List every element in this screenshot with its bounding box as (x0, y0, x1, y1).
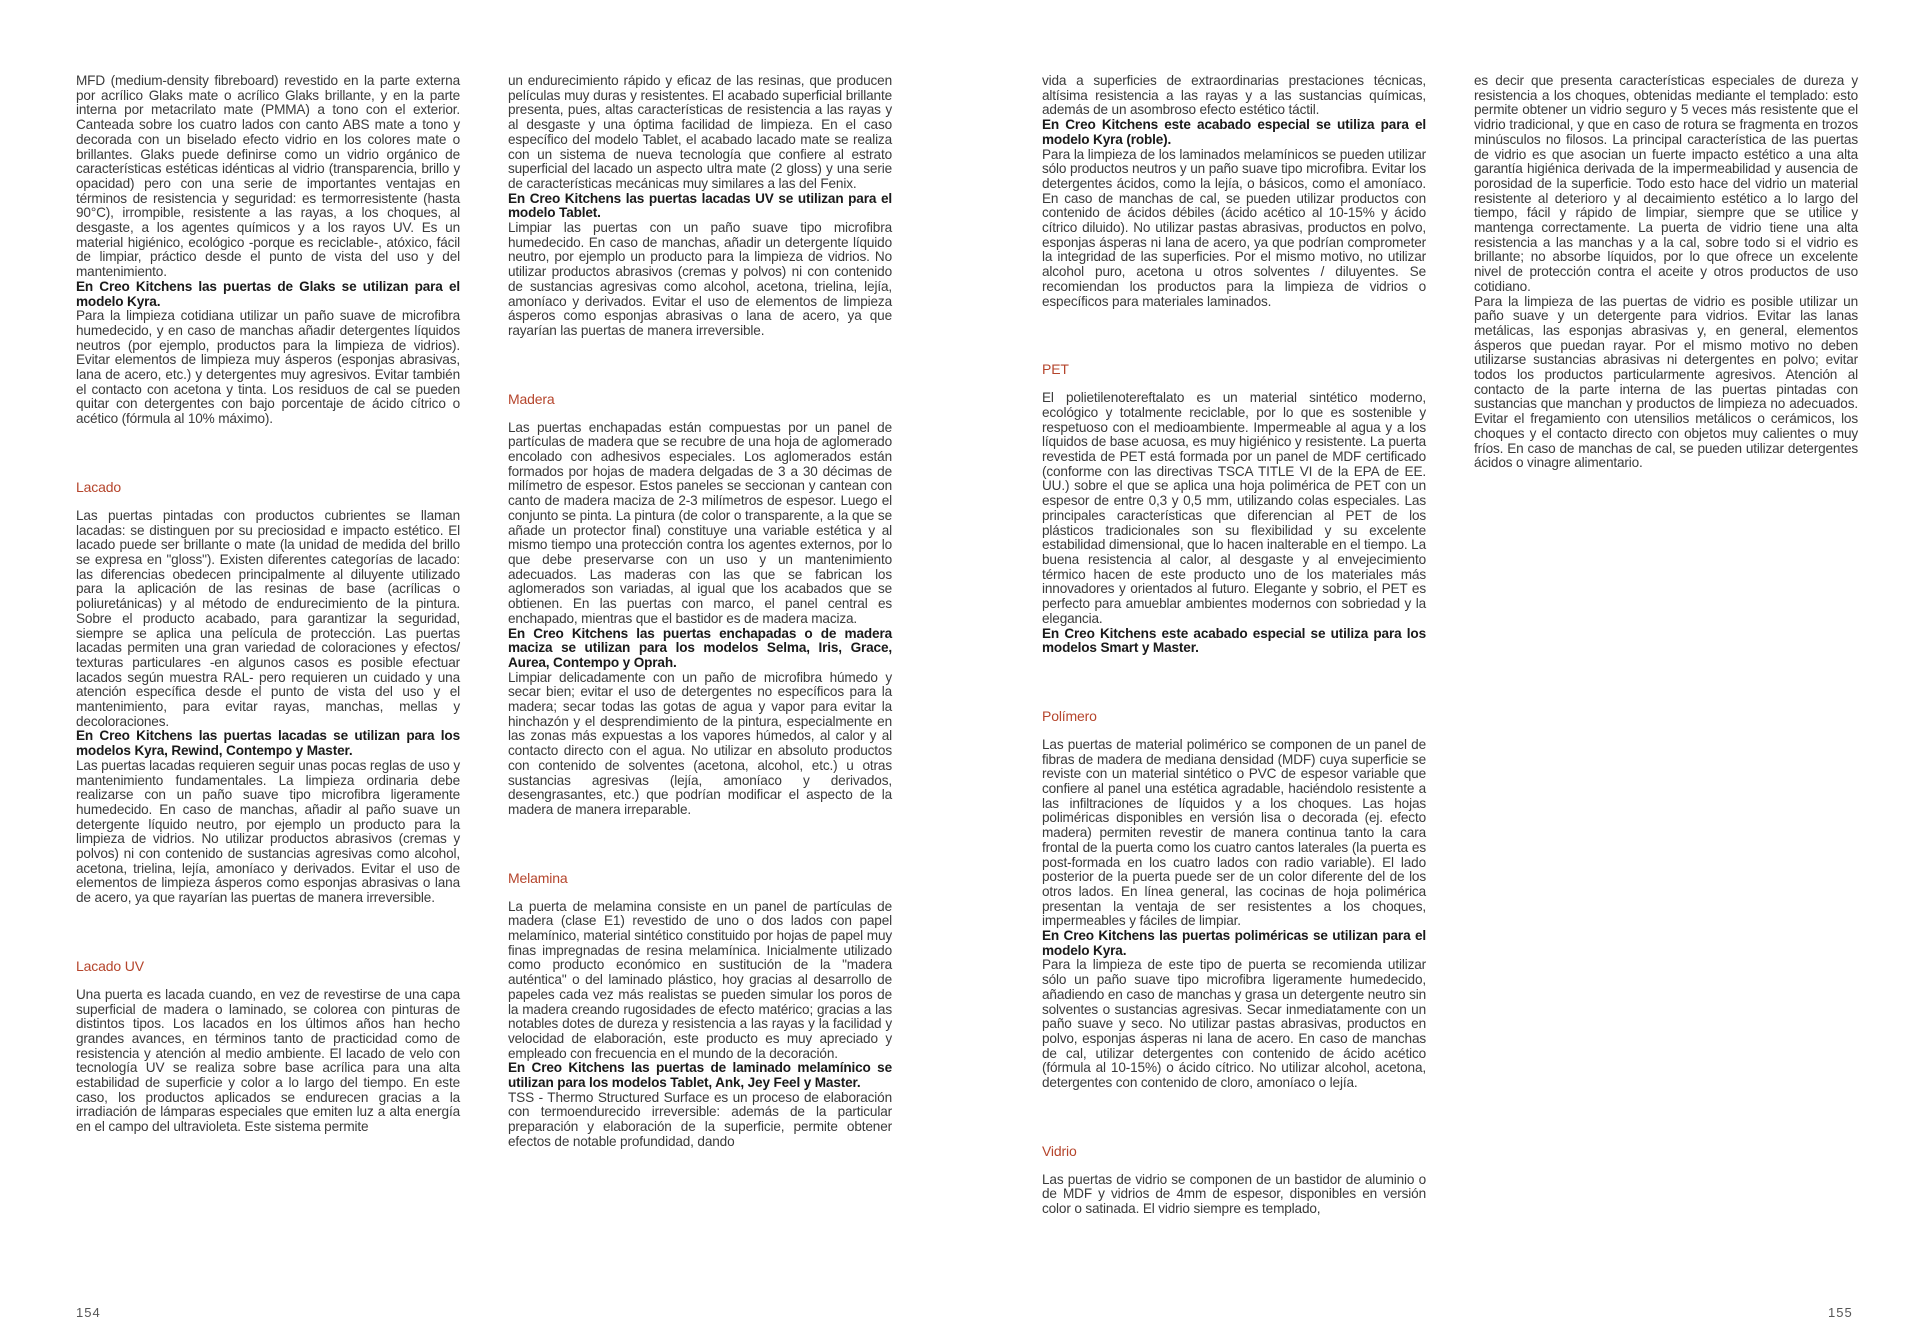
tss-usage-note: En Creo Kitchens este acabado especial se utiliza para el modelo Kyra (roble). (1042, 117, 1426, 147)
vidrio-description: Las puertas de vidrio se componen de un bastidor de aluminio o de MDF y vidrios de 4mm de espesor, disponibles en versión color o satinada. El vidrio siempre es templado, (1042, 1171, 1426, 1217)
madera-description: Las puertas enchapadas están compuestas por un panel de partículas de madera que se recubre de una hoja de aglomerado encolado con adhesivos especiales. Los aglomerados están formados por hojas de madera delgadas de 3 a 30 décimas de milímetro de espesor. Estos paneles se seccionan y cantean con canto de madera maciza de 2-3 milímetros de espesor. Luego el conjunto se pinta. La pintura (de color o transparente, a la que se añade un protector final) constituye una variable estética y al mismo tiempo una protección contra los agentes externos, por lo que debe preservarse con un uso y un mantenimiento adecuados. Las maderas con las que se fabrican los aglomerados son variadas, al igual que los acabados que se obtienen. En las puertas con marco, el panel central es enchapado, mientras que el bastidor es de madera maciza. (508, 419, 892, 626)
lacado-care-text: Las puertas lacadas requieren seguir unas pocas reglas de uso y mantenimiento fundamentales. La limpieza ordinaria debe realizarse con un paño suave tipo microfibra ligeramente humedecido. En caso de manchas, añadir al paño suave un detergente líquido neutro, por ejemplo un producto para la limpieza de vidrios. No utilizar productos abrasivos (cremas y polvos) ni con contenido de sustancias agresivas como alcohol, acetona, trielina, lejía, amoníaco y derivados. Evitar el uso de elementos de limpieza ásperos como esponjas abrasivas o lana de acero, ya que rayarían las puertas de manera irreversible. (76, 757, 460, 906)
page-number-right: 155 (1828, 1305, 1853, 1320)
section-heading-madera: Madera (508, 390, 555, 407)
pet-usage-note: En Creo Kitchens este acabado especial se utiliza para los modelos Smart y Master. (1042, 625, 1426, 656)
glaks-care-text: Para la limpieza cotidiana utilizar un paño suave de microfibra humedecido, y en caso de manchas añadir detergentes líquidos neutros (por ejemplo, productos para la limpieza de vidrios). Evitar elementos de limpieza muy ásperos (esponjas abrasivas, lana de acero, etc.) y detergentes muy agresivos. Evitar también el contacto con acetona y tinta. Los residuos de cal se pueden quitar con detergentes con bajo porcentaje de ácido cítrico o acético (fórmula al 10% máximo). (76, 308, 460, 427)
section-heading-lacado-uv: Lacado UV (76, 957, 144, 974)
column-2 (508, 74, 892, 1150)
section-heading-vidrio: Vidrio (1042, 1142, 1077, 1159)
polimero-usage-note: En Creo Kitchens las puertas poliméricas se utilizan para el modelo Kyra. (1042, 928, 1426, 958)
madera-care-text: Limpiar delicadamente con un paño de microfibra húmedo y secar bien; evitar el uso de detergentes no específicos para la madera; secar todas las gotas de agua y vapor para evitar la hinchazón y el desprendimiento de la pintura, especialmente en las zonas más expuestas a los vapores húmedos, al calor y al contacto directo con el agua. No utilizar en absoluto productos con contenido de solventes (acetona, alcohol, etc.) u otras sustancias agresivas (lejía, amoníaco y derivados, desengrasantes, etc.) que podrían modificar el aspecto de la madera de manera irreparable. (508, 669, 892, 817)
glaks-usage-note: En Creo Kitchens las puertas de Glaks se utilizan para el modelo Kyra. (76, 278, 460, 309)
melamina-care-text: Para la limpieza de los laminados melamínicos se pueden utilizar sólo productos neutros y un paño suave tipo microfibra. Evitar los detergentes ácidos, como la lejía, o básicos, como el amoníaco. En caso de manchas de cal, se pueden utilizar productos con contenido de ácidos débiles (ácido acético al 10-15% y ácido cítrico diluido). No utilizar pastas abrasivas, productos en polvo, esponjas ásperas ni lana de acero, ya que podrían comprometer la integridad de las superficies. Por el mismo motivo, no utilizar alcohol puro, acetona u otros solventes / diluyentes. Se recomiendan los productos para la limpieza de vidrios o específicos para materiales laminados. (1042, 146, 1426, 309)
section-heading-melamina: Melamina (508, 869, 568, 886)
lacado-uv-usage-note: En Creo Kitchens las puertas lacadas UV se utilizan para el modelo Tablet. (508, 190, 892, 221)
lacado-uv-continuation: un endurecimiento rápido y eficaz de las resinas, que producen películas muy duras y resistentes. El acabado superficial brillante presenta, pues, altas características de resistencia a las rayas y al desgaste y una óptima facilidad de limpieza. En el caso específico del modelo Tablet, el acabado lacado mate se realiza con un sistema de nueva tecnología que confiere al estrato superficial del lacado un aspecto ultra mate (2 gloss) y una serie de características mecánicas muy similares a las del Fenix. (508, 73, 892, 191)
melamina-usage-note: En Creo Kitchens las puertas de laminado melamínico se utilizan para los modelos Tablet, Ank, Jey Feel y Master. (508, 1060, 892, 1091)
pet-description: El polietilenotereftalato es un material sintético moderno, ecológico y totalmente reciclable, por lo que es sostenible y respetuoso con el medioambiente. Impermeable al agua y a los líquidos de base acuosa, es muy higiénico y resistente. La puerta revestida de PET está formada por un panel de MDF certificado (conforme con las directivas TSCA TITLE VI de la EPA de EE. UU.) sobre el que se aplica una hoja polimérica de PET con un espesor de entre 0,3 y 0,5 mm, utilizando colas especiales. Las principales características que diferencian al PET de los plásticos tradicionales son su flexibilidad y su excelente estabilidad dimensional, que lo hacen inalterable en el tiempo. La buena resistencia al calor, al desgaste y al envejecimiento térmico hacen de este producto uno de los materiales más innovadores y orientados al futuro. Elegante y sobrio, el PET es perfecto para amueblar ambientes modernos con sobriedad y la elegancia. (1042, 390, 1426, 626)
polimero-description: Las puertas de material polimérico se componen de un panel de fibras de madera de mediana densidad (MDF) cuya superficie se reviste con un material sintético o PVC de espesor variable que confiere al panel una estética agradable, haciéndolo resistente a las infiltraciones de líquidos y a los choques. Las hojas poliméricas disponibles en versión lisa o decorada (ej. efecto madera) permiten revestir de manera continua tanto la cara frontal de la puerta como los cuatro cantos laterales (la puerta es post-formada en los cuatro lados con radio variable). El lado posterior de la puerta puede ser de un color diferente del de los otros lados. En línea general, las cocinas de hoja polimérica presentan la ventaja de ser resistentes a los choques, impermeables y fáciles de limpiar. (1042, 736, 1426, 929)
melamina-description: La puerta de melamina consiste en un panel de partículas de madera (clase E1) revestido de uno o dos lados con papel melamínico, material sintético constituido por hojas de papel muy finas impregnadas de resina melamínica. Inicialmente utilizado como producto económico en sustitución de la "madera auténtica" o del laminado plástico, hoy gracias al desarrollo de papeles cada vez más realistas se pueden simular los poros de la madera creando rugosidades de efecto matérico; gracias a las notables dotes de dureza y resistencia a las rayas y la facilidad y velocidad de elaboración, este producto es muy apreciado y empleado con frecuencia en el mundo de la decoración. (508, 898, 892, 1061)
tss-continuation: vida a superficies de extraordinarias prestaciones técnicas, altísima resistencia a las rayas y a las sustancias químicas, además de un asombroso efecto estético táctil. (1042, 73, 1426, 118)
lacado-uv-care-text: Limpiar las puertas con un paño suave tipo microfibra humedecido. En caso de manchas, añadir un detergente líquido neutro, por ejemplo un producto para la limpieza de vidrios. No utilizar productos abrasivos (cremas y polvos) ni con contenido de sustancias agresivas como alcohol, acetona, trielina, lejía, amoníaco y derivados. Evitar el uso de elementos de limpieza ásperos como esponjas abrasivas o lana de acero, ya que rayarían las puertas de manera irreversible. (508, 220, 892, 338)
melamina-tss-text: TSS - Thermo Structured Surface es un proceso de elaboración con termoendurecido irreversible: además de la particular preparación y elaboración de la superficie, permite obtener efectos de notable profundidad, dando (508, 1089, 892, 1149)
madera-usage-note: En Creo Kitchens las puertas enchapadas o de madera maciza se utilizan para los modelos Selma, Iris, Grace, Aurea, Contempo y Oprah. (508, 625, 892, 670)
section-heading-pet: PET (1042, 361, 1069, 378)
section-heading-polimero: Polímero (1042, 707, 1097, 724)
column-3 (1042, 74, 1426, 1217)
vidrio-care-text: Para la limpieza de las puertas de vidrio es posible utilizar un paño suave y un detergente para vidrios. Evitar las lanas metálicas, las esponjas abrasivas y, en general, elementos ásperos que puedan rayar. Por el mismo motivo no deben utilizarse sustancias abrasivas ni detergentes en polvo; evitar todos los productos particularmente agresivos. Atención al contacto de la parte interna de las puertas pintadas con sustancias que manchan y productos de limpieza no adecuados. Evitar el fregamiento con utensilios metálicos o cerámicos, los choques y el contacto directo con objetos muy calientes o muy fríos. En caso de manchas de cal, se pueden utilizar detergentes ácidos o vinagre alimentario. (1474, 293, 1858, 471)
right-page (960, 0, 1920, 1339)
lacado-uv-description: Una puerta es lacada cuando, en vez de revestirse de una capa superficial de madera o laminado, se colorea con pinturas de distintos tipos. Los lacados en los últimos años han hecho grandes avances, en términos tanto de practicidad como de resistencia y atención al medio ambiente. El lacado de velo con tecnología UV se realiza sobre base acrílica para una alta estabilidad de superficie y color a lo largo del tiempo. En este caso, los productos aplicados se endurecen gracias a la irradiación de lámparas especiales que emiten luz a alta energía en el campo del ultravioleta. Este sistema permite (76, 986, 460, 1135)
page-number-left: 154 (76, 1305, 101, 1320)
polimero-care-text: Para la limpieza de este tipo de puerta se recomienda utilizar sólo un paño suave tipo microfibra ligeramente humedecido, añadiendo en caso de manchas y grasa un detergente neutro sin solventes o sustancias agresivas. Secar inmediatamente con un paño suave y seco. No utilizar pastas abrasivas, productos en polvo, esponjas ásperas ni lana de acero. En caso de manchas de cal, utilizar detergentes con contenido de ácido acético (fórmula al 10-15%) o ácido cítrico. No utilizar alcohol, acetona, detergentes con contenido de cloro, amoníaco o lejía. (1042, 957, 1426, 1091)
lacado-description: Las puertas pintadas con productos cubrientes se llaman lacadas: se distinguen por su preciosidad e impacto estético. El lacado puede ser brillante o mate (la unidad de medida del brillo se expresa en "gloss"). Existen diferentes categorías de lacado: las diferencias obedecen principalmente al diluyente utilizado para la aplicación de las resinas de base (acrílicas o poliuretánicas) y al método de endurecimiento de la pintura. Sobre el producto acabado, para garantizar la seguridad, siempre se aplica una película de protección. Las puertas lacadas permiten una gran variedad de coloraciones y efectos/ texturas particulares -en algunos casos es posible efectuar lacados según muestra RAL- pero requieren un cuidado y una atención específica desde el punto de vista del uso y el mantenimiento, para evitar rayas, manchas, mellas y decoloraciones. (76, 507, 460, 729)
section-heading-lacado: Lacado (76, 478, 122, 495)
column-4 (1474, 74, 1858, 471)
lacado-usage-note: En Creo Kitchens las puertas lacadas se utilizan para los modelos Kyra, Rewind, Contempo y Master. (76, 728, 460, 759)
column-1 (76, 74, 460, 1135)
glaks-description: MFD (medium-density fibreboard) revestido en la parte externa por acrílico Glaks mate o acrílico Glaks brillante, y en la parte interna por metacrilato mate (PMMA) a tono con el exterior. Canteada sobre los cuatro lados con canto ABS mate a tono y decorada con un biselado efecto vidrio en los colores mate o brillantes. Glaks puede definirse como un vidrio orgánico de características estéticas idénticas al vidrio (transparencia, brillo y opacidad) pero con una serie de importantes ventajas en términos de resistencia y seguridad: es termorresistente (hasta 90°C), irrompible, resistente a las rayas, a los choques, al desgaste, a los agentes químicos y a los rayos UV. Es un material higiénico, ecológico -porque es reciclable-, atóxico, fácil de limpiar, práctico desde el punto de vista del uso y del mantenimiento. (76, 73, 460, 280)
vidrio-continuation: es decir que presenta características especiales de dureza y resistencia a los choques, obtenidas mediante el templado: esto permite obtener un vidrio seguro y 5 veces más resistente que el vidrio tradicional, y que en caso de rotura se fragmenta en trozos minúsculos no filosos. La principal característica de las puertas de vidrio es que asocian un fuerte impacto estético a una alta garantía higiénica derivada de la impermeabilidad y ausencia de porosidad de la superficie. Todo esto hace del vidrio un material resistente al deterioro y al decaimiento estético a lo largo del tiempo, fácil y rápido de limpiar, siempre que se utilice y mantenga correctamente. La puerta de vidrio tiene una alta resistencia a las manchas y a la cal, sobre todo si el vidrio es brillante; no absorbe líquidos, por lo que ofrece un excelente nivel de protección contra el aceite y otros productos de uso cotidiano. (1474, 73, 1858, 294)
